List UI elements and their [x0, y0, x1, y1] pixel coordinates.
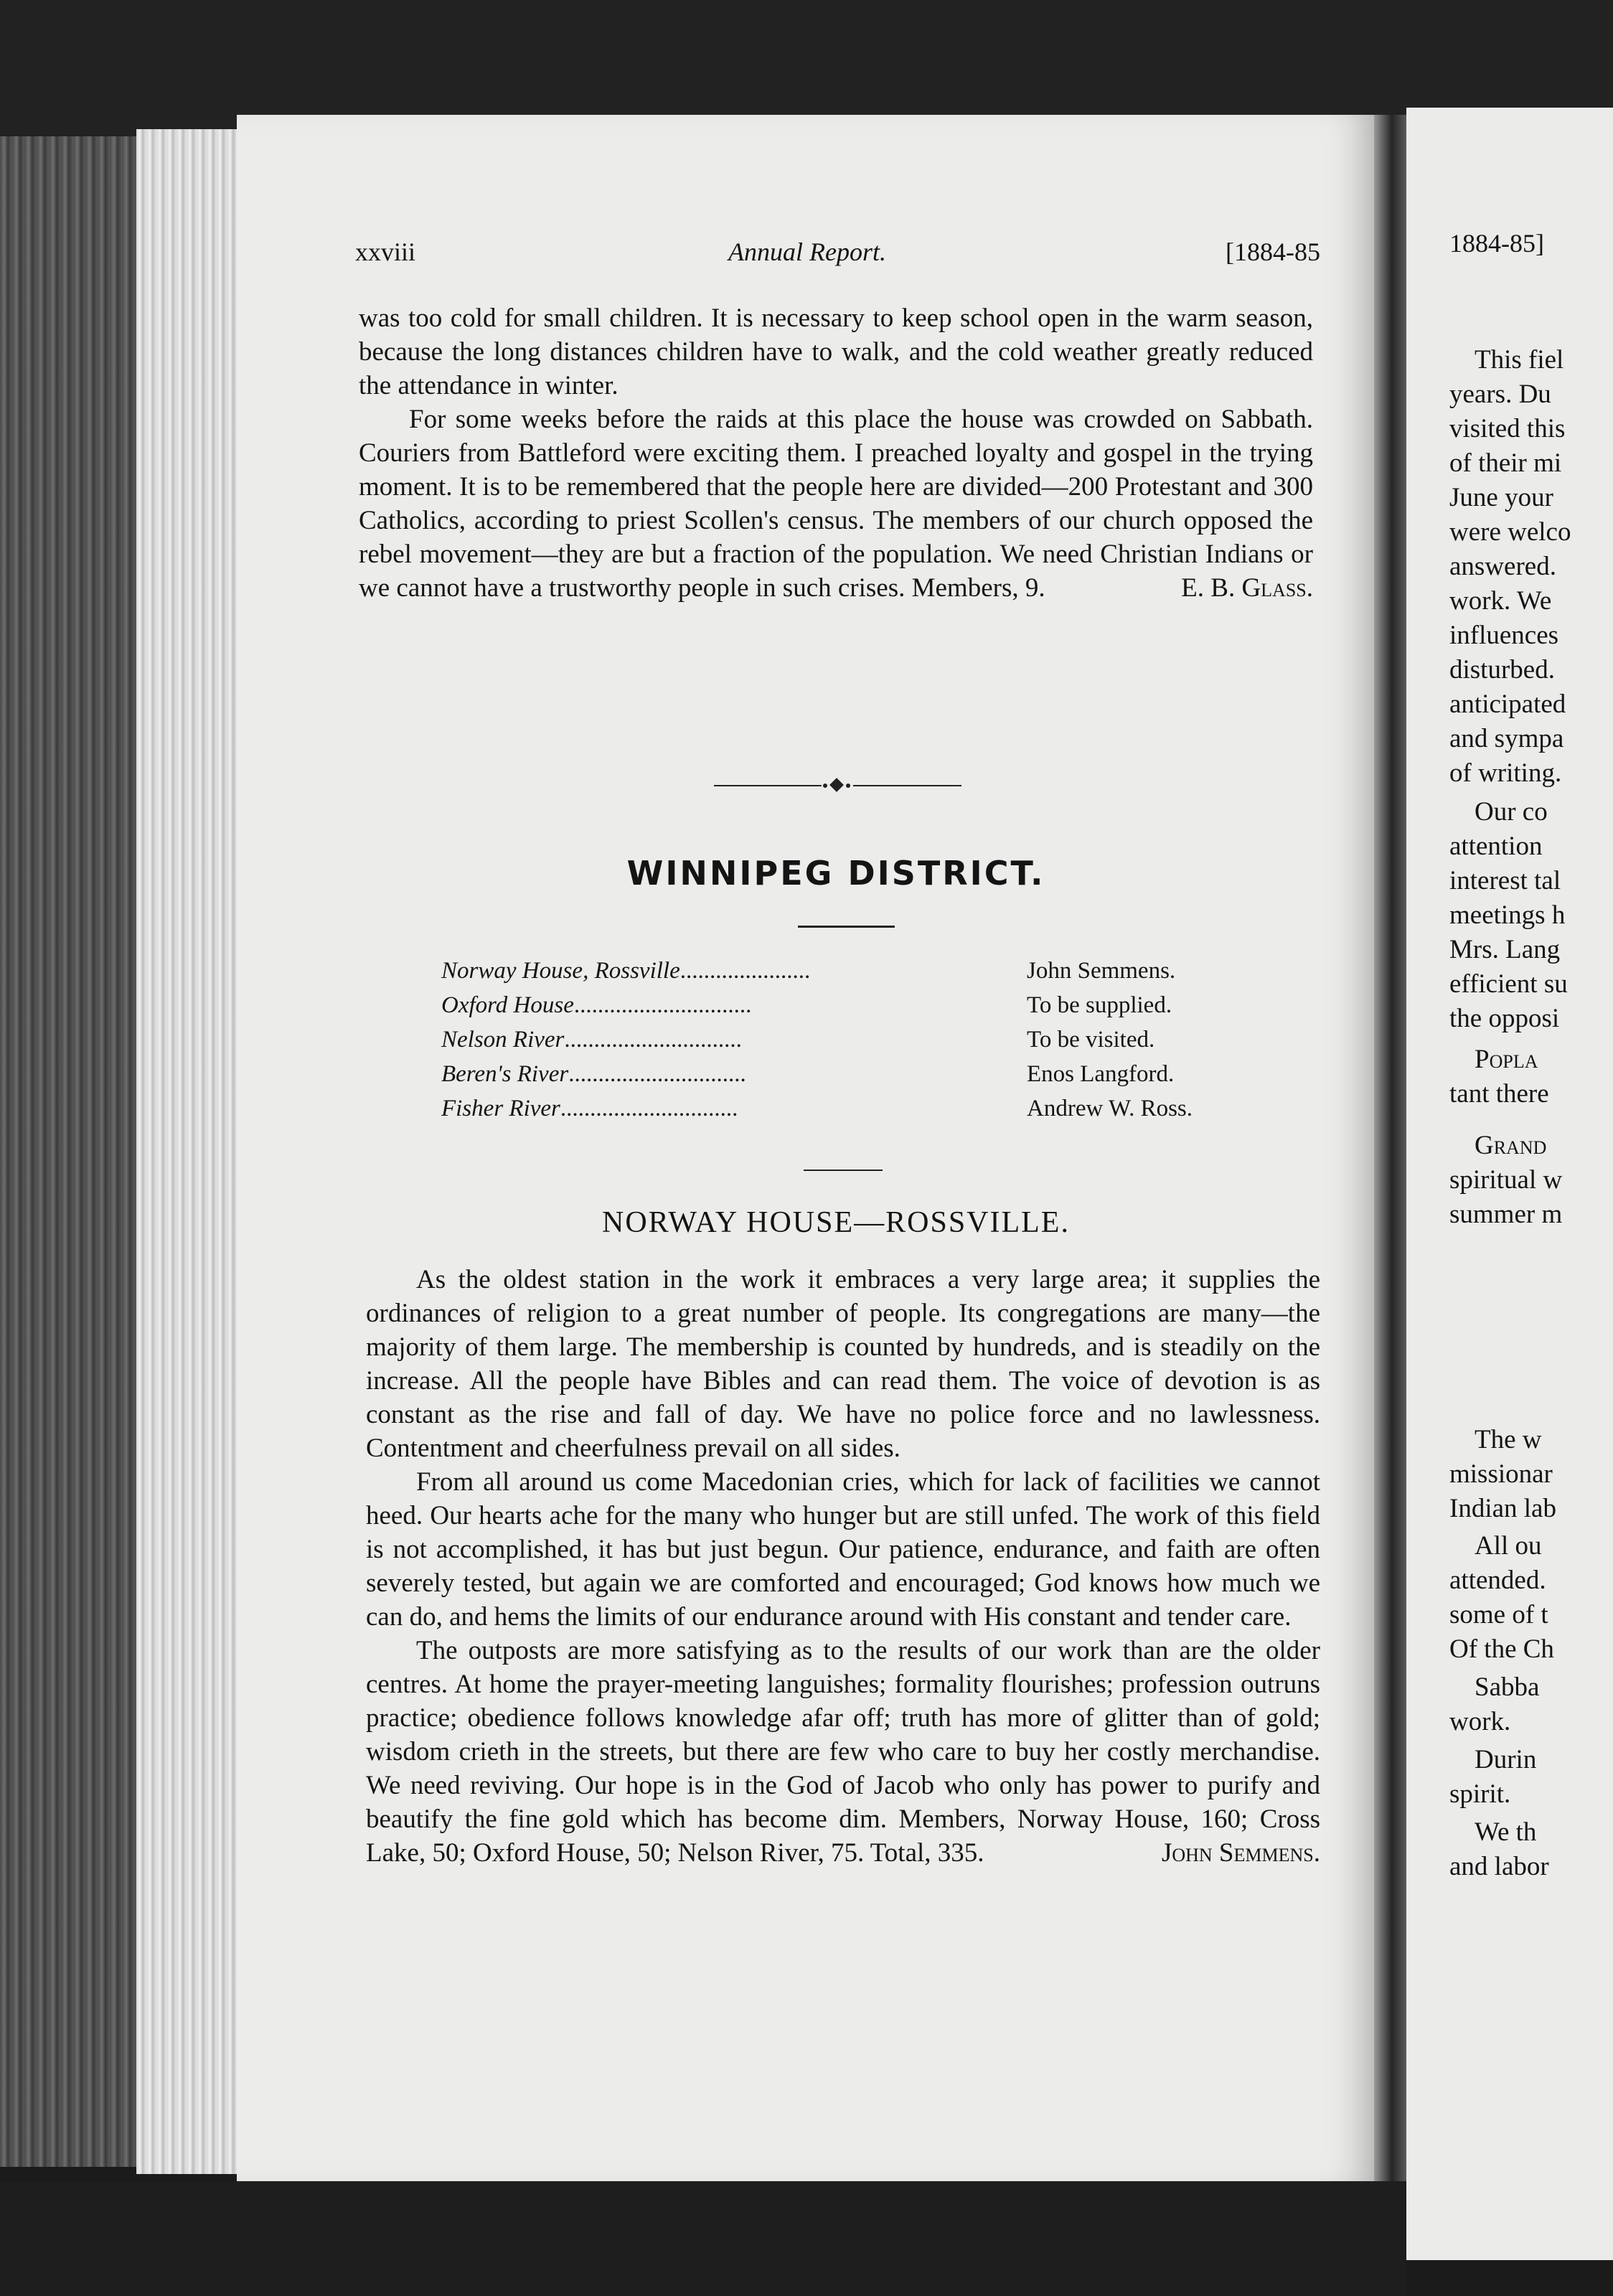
section-title: NORWAY HOUSE—ROSSVILLE.	[602, 1206, 1070, 1239]
paragraph	[366, 1465, 1320, 1634]
right-page-line: Indian lab	[1449, 1494, 1556, 1523]
right-page-line: of their mi	[1449, 448, 1562, 478]
right-page-line: influences	[1449, 621, 1559, 650]
right-page-line: attention	[1449, 832, 1543, 861]
section-rule	[804, 1170, 883, 1171]
right-page-line: the opposi	[1449, 1004, 1560, 1033]
right-page-line: Mrs. Lang	[1449, 935, 1561, 964]
right-page-line: disturbed.	[1449, 655, 1555, 684]
signature: E. B. Glass.	[1181, 573, 1313, 603]
intro-text	[359, 301, 1313, 605]
paragraph-text: was too cold for small children. It is necessary to keep school open in the warm season, because the long distances children have to walk, and the cold weather greatly reduced the attendance in winter.	[359, 304, 1313, 400]
right-page-line: were welco	[1449, 517, 1571, 547]
right-page-line: Sabba	[1475, 1672, 1540, 1702]
right-page-line: spirit.	[1449, 1779, 1511, 1809]
right-page-line: We th	[1475, 1817, 1537, 1847]
appointments-list	[441, 954, 1252, 1126]
appointment-place: Norway House, Rossville	[441, 958, 680, 984]
right-page-line: attended.	[1449, 1566, 1546, 1595]
right-page-line: efficient su	[1449, 969, 1568, 999]
divider-dot	[846, 784, 850, 788]
leader-dots: ..............................	[564, 1027, 742, 1053]
right-page-line: summer m	[1449, 1200, 1563, 1229]
running-year: [1884-85	[1226, 237, 1320, 266]
paragraph	[366, 1634, 1320, 1870]
appointment-place: Fisher River	[441, 1096, 560, 1121]
paragraph	[359, 403, 1313, 605]
book-page-edges-light	[136, 129, 244, 2174]
appointment-place: Nelson River	[441, 1027, 565, 1053]
appointment-row	[441, 1058, 1252, 1092]
appointment-minister: Andrew W. Ross.	[1022, 1092, 1193, 1125]
book-gutter	[1374, 115, 1406, 2181]
right-page-line: interest tal	[1449, 866, 1561, 895]
district-title: WINNIPEG DISTRICT.	[626, 854, 1045, 893]
right-page-line: tant there	[1449, 1079, 1549, 1109]
right-page-line: This fiel	[1475, 345, 1564, 375]
leader-dots: ..............................	[560, 1096, 738, 1121]
appointment-row	[441, 1092, 1252, 1126]
running-title: Annual Report.	[728, 237, 886, 266]
appointment-minister: To be visited.	[1022, 1023, 1155, 1056]
paragraph-text: As the oldest station in the work it embraces a very large area; it supplies the ordinances of religion to a great number of people. Its congregations are many—the majority of them large. The membership is counted by hundreds, and is steadily on the increase. All the people have Bibles and can read them. The voice of devotion is as constant as the rise and fall of day. We have no police force and no lawlessness. Contentment and cheerfulness prevail on all sides.	[366, 1265, 1320, 1463]
heading-rule	[798, 926, 895, 928]
right-page-line: anticipated	[1449, 690, 1566, 719]
right-page-line: years. Du	[1449, 380, 1551, 409]
right-page-line: Our co	[1475, 797, 1548, 827]
right-page-line: Durin	[1475, 1745, 1537, 1774]
right-page-line: spiritual w	[1449, 1165, 1563, 1195]
right-page-line: work.	[1449, 1707, 1511, 1736]
right-page-line: answered.	[1449, 552, 1556, 581]
running-head	[355, 237, 1320, 273]
divider-line	[853, 785, 961, 786]
appointment-row	[441, 989, 1252, 1023]
ornamental-divider	[714, 778, 961, 793]
signature: John Semmens.	[1161, 1838, 1320, 1868]
right-page-line: Of the Ch	[1449, 1634, 1554, 1664]
paragraph-text: From all around us come Macedonian cries, which for lack of facilities we cannot heed. Our hearts ache for the many who hunger but are still unfed. The work of this field is not accomplished, it has but just begun. Our patience, endurance, and faith are often severely tested, but again we are comforted and encouraged; God knows how much we can do, and hems the limits of our endurance around with His constant and tender care.	[366, 1467, 1320, 1632]
appointment-row	[441, 954, 1252, 989]
right-page-line: Grand	[1475, 1131, 1547, 1160]
right-page-line: of writing.	[1449, 758, 1562, 788]
right-page-line: missionar	[1449, 1459, 1553, 1489]
appointment-place: Oxford House	[441, 992, 574, 1018]
right-running-head: 1884-85]	[1449, 229, 1544, 258]
appointment-minister: To be supplied.	[1022, 989, 1172, 1022]
paragraph	[366, 1263, 1320, 1465]
right-page-line: work. We	[1449, 586, 1552, 616]
right-page-line: visited this	[1449, 414, 1566, 443]
right-page-line: Popla	[1475, 1045, 1538, 1074]
section-body	[366, 1263, 1320, 1870]
right-page-line: The w	[1475, 1425, 1542, 1454]
scan-background-bottom	[0, 2181, 1406, 2296]
page-number: xxviii	[355, 237, 416, 266]
right-page-line: meetings h	[1449, 900, 1566, 930]
paragraph-text: For some weeks before the raids at this place the house was crowded on Sabbath. Couriers from Battleford were exciting them. I preached loyalty and gospel in the trying moment. It is to be remembered that the people here are divided—200 Protestant and 300 Catholics, according to priest Scollen's census. The members of our church opposed the rebel movement—they are but a fraction of the population. We need Christian Indians or we cannot have a trustworthy people in such crises. Members, 9.	[359, 405, 1313, 603]
paragraph-text: The outposts are more satisfying as to the results of our work than are the older centres. At home the prayer-meeting languishes; formality flourishes; profession outruns practice; obedience follows knowledge afar off; truth has more of glitter than of gold; wisdom crieth in the streets, but there are few who care to buy her costly merchandise. We need reviving. Our hope is in the God of Jacob who only has power to purify and beautify the fine gold which has become dim. Members, Norway House, 160; Cross Lake, 50; Oxford House, 50; Nelson River, 75. Total, 335.	[366, 1636, 1320, 1868]
paragraph	[359, 301, 1313, 403]
right-page-line: All ou	[1475, 1531, 1542, 1561]
appointment-minister: Enos Langford.	[1022, 1058, 1174, 1091]
leader-dots: ..............................	[568, 1061, 746, 1087]
right-page-line: and sympa	[1449, 724, 1564, 753]
appointment-row	[441, 1023, 1252, 1058]
leader-dots: ......................	[679, 958, 811, 984]
right-page-line: and labor	[1449, 1852, 1549, 1881]
appointment-place: Beren's River	[441, 1061, 569, 1087]
divider-dot	[823, 784, 827, 788]
right-page-line: June your	[1449, 483, 1553, 512]
appointment-minister: John Semmens.	[1022, 954, 1175, 987]
leader-dots: ..............................	[573, 992, 752, 1018]
right-page-line: some of t	[1449, 1600, 1548, 1629]
divider-diamond	[829, 778, 844, 792]
divider-line	[714, 785, 822, 786]
